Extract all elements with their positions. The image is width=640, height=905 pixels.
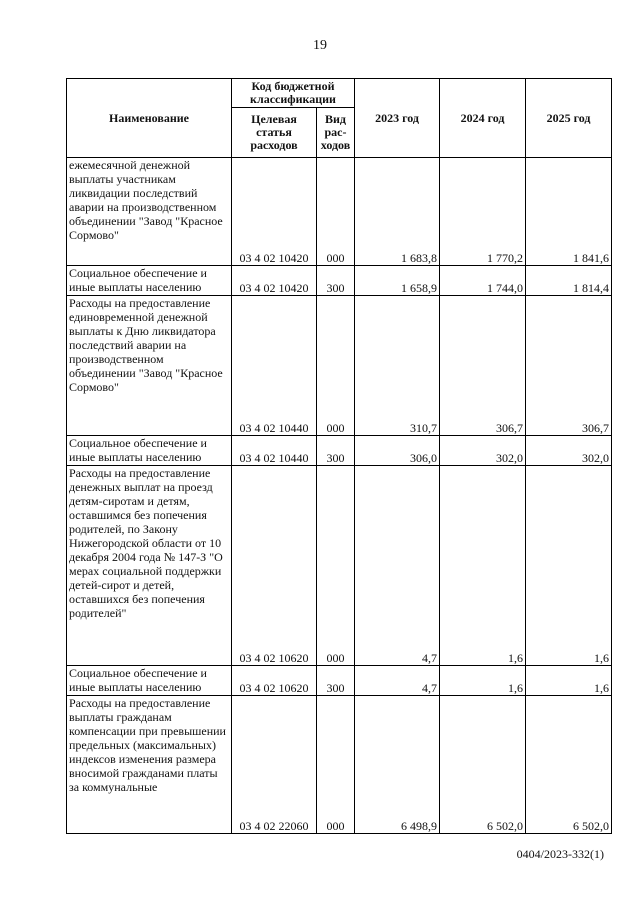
row-name: Расходы на предоставление денежных выплат на проезд детям-сиротам и детям, оставшимся без попечения родителей, по Закону Нижегородской области от 10 декабря 2004 года № 147-З "О мерах социальной поддержки детей-сирот и детей, оставшихся без попечения родителей" bbox=[67, 466, 232, 666]
row-code: 03 4 02 10420 bbox=[232, 266, 317, 296]
row-name: Социальное обеспечение и иные выплаты населению bbox=[67, 266, 232, 296]
row-value-2024: 302,0 bbox=[440, 436, 526, 466]
row-value-2023: 306,0 bbox=[355, 436, 440, 466]
row-name: Социальное обеспечение и иные выплаты населению bbox=[67, 666, 232, 696]
row-value-2023: 6 498,9 bbox=[355, 696, 440, 834]
row-value-2023: 4,7 bbox=[355, 666, 440, 696]
header-year-2025: 2025 год bbox=[526, 79, 612, 158]
header-expense-type: Вид рас-ходов bbox=[317, 108, 355, 158]
row-value-2023: 1 683,8 bbox=[355, 158, 440, 266]
row-value-2023: 1 658,9 bbox=[355, 266, 440, 296]
row-value-2025: 1,6 bbox=[526, 466, 612, 666]
table-row bbox=[67, 266, 612, 296]
table-row bbox=[67, 696, 612, 834]
row-code: 03 4 02 10420 bbox=[232, 158, 317, 266]
row-value-2024: 306,7 bbox=[440, 296, 526, 436]
row-value-2025: 306,7 bbox=[526, 296, 612, 436]
header-target-article: Целевая статья расходов bbox=[232, 108, 317, 158]
row-code: 03 4 02 10440 bbox=[232, 296, 317, 436]
row-value-2025: 6 502,0 bbox=[526, 696, 612, 834]
row-code: 03 4 02 22060 bbox=[232, 696, 317, 834]
row-code: 03 4 02 10620 bbox=[232, 466, 317, 666]
header-name: Наименование bbox=[67, 79, 232, 158]
table-row bbox=[67, 158, 612, 266]
row-value-2023: 4,7 bbox=[355, 466, 440, 666]
row-type: 000 bbox=[317, 696, 355, 834]
row-type: 000 bbox=[317, 158, 355, 266]
document-code: 0404/2023-332(1) bbox=[516, 847, 604, 861]
budget-table bbox=[66, 78, 612, 834]
table-row bbox=[67, 466, 612, 666]
row-value-2025: 1 841,6 bbox=[526, 158, 612, 266]
row-type: 000 bbox=[317, 466, 355, 666]
header-year-2024: 2024 год bbox=[440, 79, 526, 158]
row-value-2024: 1 744,0 bbox=[440, 266, 526, 296]
page-number: 19 bbox=[313, 38, 327, 53]
row-type: 300 bbox=[317, 666, 355, 696]
row-value-2023: 310,7 bbox=[355, 296, 440, 436]
row-value-2024: 1,6 bbox=[440, 666, 526, 696]
row-name: Социальное обеспечение и иные выплаты населению bbox=[67, 436, 232, 466]
row-code: 03 4 02 10620 bbox=[232, 666, 317, 696]
row-value-2024: 1,6 bbox=[440, 466, 526, 666]
row-value-2025: 1 814,4 bbox=[526, 266, 612, 296]
row-type: 300 bbox=[317, 436, 355, 466]
table-row bbox=[67, 666, 612, 696]
row-type: 300 bbox=[317, 266, 355, 296]
row-type: 000 bbox=[317, 296, 355, 436]
row-value-2025: 1,6 bbox=[526, 666, 612, 696]
row-value-2025: 302,0 bbox=[526, 436, 612, 466]
header-year-2023: 2023 год bbox=[355, 79, 440, 158]
row-value-2024: 1 770,2 bbox=[440, 158, 526, 266]
row-value-2024: 6 502,0 bbox=[440, 696, 526, 834]
table-row bbox=[67, 296, 612, 436]
table-row bbox=[67, 436, 612, 466]
row-code: 03 4 02 10440 bbox=[232, 436, 317, 466]
row-name: Расходы на предоставление единовременной денежной выплаты к Дню ликвидатора последствий аварии на производственном объединении "Завод "Красное Сормово" bbox=[67, 296, 232, 436]
header-code-group: Код бюджетной классификации bbox=[232, 79, 355, 108]
row-name: Расходы на предоставление выплаты гражданам компенсации при превышении предельных (максимальных) индексов изменения размера вносимой гражданами платы за коммунальные bbox=[67, 696, 232, 834]
row-name: ежемесячной денежной выплаты участникам ликвидации последствий аварии на производственном объединении "Завод "Красное Сормово" bbox=[67, 158, 232, 266]
